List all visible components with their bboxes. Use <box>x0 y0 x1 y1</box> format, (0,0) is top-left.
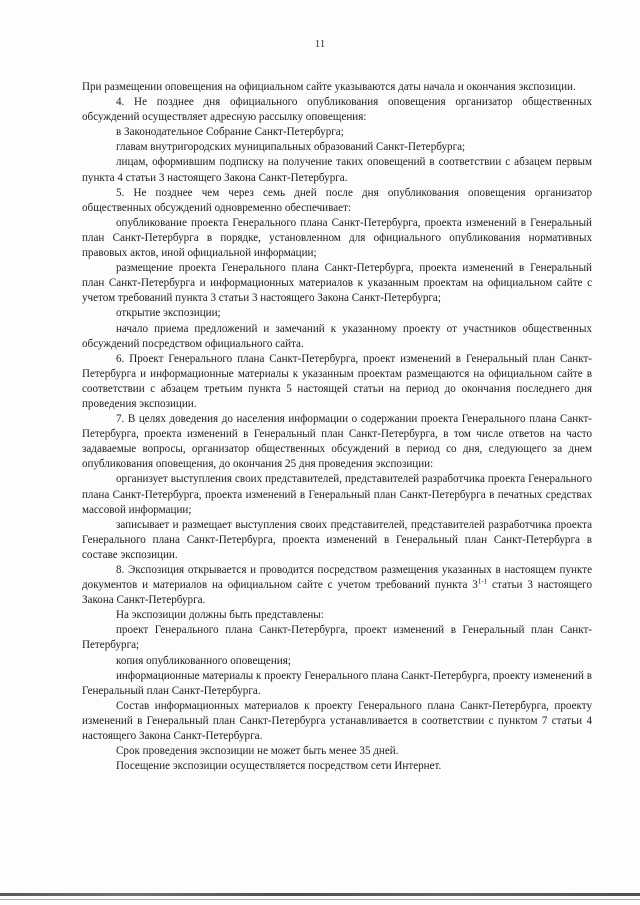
scan-edge-line-thin <box>0 899 640 900</box>
paragraph-8 <box>82 563 592 608</box>
paragraph: Срок проведения экспозиции не может быть менее 35 дней. <box>116 745 399 758</box>
paragraph-8-text: 8. Экспозиция открывается и проводится посредством размещения указанных в настоящем пункте документов и материалов на официальном сайте с учетом требований пункта 3 <box>82 564 592 592</box>
paragraph: 5. Не позднее чем через семь дней после дня опубликования оповещения организатор общественных обсуждений одновременно обеспечивает: <box>82 186 592 214</box>
paragraph: главам внутригородских муниципальных образований Санкт-Петербурга; <box>116 141 466 154</box>
paragraph: начало приема предложений и замечаний к указанному проекту от участников общественных обсуждений посредством официального сайта. <box>82 322 592 350</box>
paragraph: 4. Не позднее дня официального опубликования оповещения организатор общественных обсуждений осуществляет адресную рассылку оповещения: <box>82 96 592 124</box>
paragraph: проект Генерального плана Санкт-Петербурга, проект изменений в Генеральный план Санкт-Петербурга; <box>82 624 592 652</box>
paragraph: 6. Проект Генерального плана Санкт-Петербурга, проект изменений в Генеральный план Санкт-Петербурга и информационные материалы к указанным проектам размещаются на официальном сайте в соответствии с абзацем третьим пункта 5 настоящей статьи на период до окончания последнего дня проведения экспозиции. <box>82 352 592 410</box>
superscript: 1-1 <box>477 577 488 586</box>
paragraph-8-text-end: статьи 3 настоящего Закона Санкт-Петербурга. <box>82 579 592 607</box>
document-body <box>82 80 592 774</box>
paragraph: открытие экспозиции; <box>116 307 221 320</box>
scan-edge-line <box>0 893 640 896</box>
paragraph: При размещении оповещения на официальном сайте указываются даты начала и окончания экспозиции. <box>82 81 576 93</box>
paragraph: На экспозиции должны быть представлены: <box>116 609 324 622</box>
paragraph: размещение проекта Генерального плана Санкт-Петербурга, проекта изменений в Генеральный план Санкт-Петербурга и информационных материалов к указанным проектам на официальном сайте с учетом требований пункта 3 статьи 3 настоящего Закона Санкт-Петербурга; <box>82 262 592 305</box>
paragraph: в Законодательное Собрание Санкт-Петербурга; <box>116 126 344 139</box>
paragraph: информационные материалы к проекту Генерального плана Санкт-Петербурга, проекту изменений в Генеральный план Санкт-Петербурга. <box>82 669 592 697</box>
paragraph: Состав информационных материалов к проекту Генерального плана Санкт-Петербурга, проекту изменений в Генеральный план Санкт-Петербурга устанавливается в соответствии с пунктом 7 статьи 4 настоящего Закона Санкт-Петербурга. <box>82 699 592 743</box>
page-number: 11 <box>314 38 326 50</box>
paragraph: 7. В целях доведения до населения информации о содержании проекта Генерального плана Санкт-Петербурга, проекта изменений в Генеральный план Санкт-Петербурга, в том числе ответов на часто задаваемые вопросы, организатор общественных обсуждений в период со дня, следующего за днем опубликования оповещения, до окончания 25 дня проведения экспозиции: <box>82 413 592 471</box>
paragraph: организует выступления своих представителей, представителей разработчика проекта Генерального плана Санкт-Петербурга, проекта изменений в Генеральный план Санкт-Петербурга в печатных средствах массовой информации; <box>82 473 592 516</box>
paragraph: копия опубликованного оповещения; <box>116 654 291 667</box>
paragraph: опубликование проекта Генерального плана Санкт-Петербурга, проекта изменений в Генеральный план Санкт-Петербурга в порядке, установленном для официального опубликования нормативных правовых актов, иной официальной информации; <box>82 216 592 260</box>
paragraph: Посещение экспозиции осуществляется посредством сети Интернет. <box>116 760 442 773</box>
paragraph: лицам, оформившим подписку на получение таких оповещений в соответствии с абзацем первым пункта 4 статьи 3 настоящего Закона Санкт-Петербурга. <box>82 156 592 184</box>
paragraph: записывает и размещает выступления своих представителей, представителей разработчика проекта Генерального плана Санкт-Петербурга, проекта изменений в Генеральный план Санкт-Петербурга в составе экспозиции. <box>82 518 592 561</box>
